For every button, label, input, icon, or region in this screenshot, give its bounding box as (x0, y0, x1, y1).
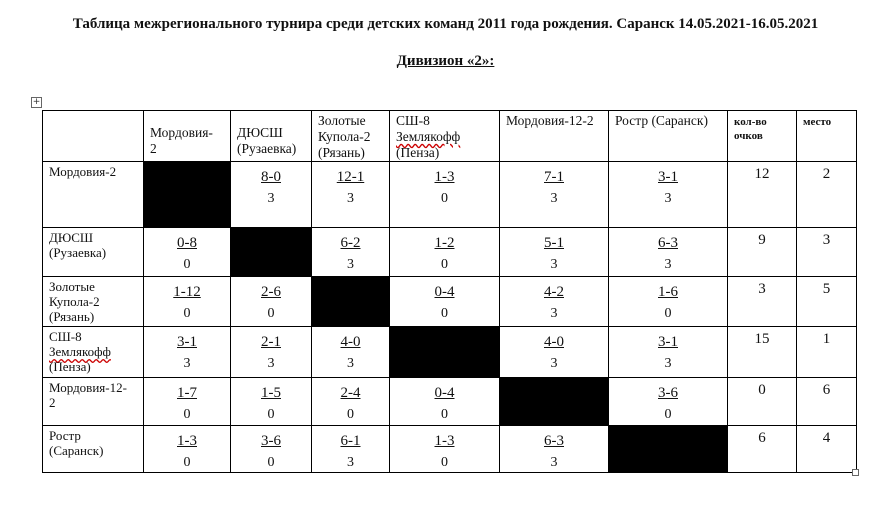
column-header-3 (312, 111, 390, 162)
match-result-cell (390, 162, 500, 228)
match-points: 3 (550, 257, 558, 272)
match-points: 0 (441, 306, 448, 321)
column-header-8 (797, 111, 857, 162)
match-points: 0 (441, 191, 448, 206)
match-result-cell (500, 277, 609, 327)
match-points: 3 (267, 191, 275, 206)
match-score: 3-1 (177, 334, 197, 350)
diagonal-black-cell (231, 228, 312, 277)
match-score: 1-3 (434, 169, 455, 185)
text-line: СШ-8 (49, 329, 82, 344)
text-line: (Саранск) (49, 443, 104, 458)
match-result-cell (390, 378, 500, 426)
match-score: 6-2 (340, 235, 361, 251)
match-score: 3-1 (658, 169, 678, 185)
match-points: 0 (267, 407, 275, 422)
match-score: 1-2 (434, 235, 455, 251)
match-points: 3 (347, 455, 354, 470)
header-line: Мордовия- (150, 125, 213, 140)
match-points: 0 (267, 306, 275, 321)
match-result-cell (144, 378, 231, 426)
text-line: Купола-2 (49, 294, 100, 309)
row-team-name (43, 327, 144, 378)
match-points: 0 (183, 257, 191, 272)
total-points: 15 (728, 327, 797, 378)
match-result-cell (231, 378, 312, 426)
column-header-2 (231, 111, 312, 162)
row-team-name (43, 228, 144, 277)
text-line: Мордовия-2 (49, 164, 117, 179)
header-line: место (803, 116, 832, 128)
match-score: 2-4 (340, 385, 361, 401)
header-line: Ростр (Саранск) (615, 113, 708, 128)
match-points: 3 (550, 191, 558, 206)
text-line: (Рязань) (49, 309, 95, 324)
match-result-cell (231, 277, 312, 327)
table-row (43, 327, 857, 378)
row-team-name (43, 162, 144, 228)
match-score: 4-2 (544, 284, 564, 300)
match-score: 1-3 (177, 433, 197, 449)
column-header-4 (390, 111, 500, 162)
match-points: 0 (441, 407, 448, 422)
match-result-cell (144, 277, 231, 327)
match-result-cell (609, 327, 728, 378)
text-line: 2 (49, 395, 56, 410)
match-score: 3-6 (658, 385, 678, 401)
match-result-cell (609, 228, 728, 277)
match-points: 0 (183, 407, 191, 422)
header-line: 2 (150, 141, 157, 156)
final-place: 5 (797, 277, 857, 327)
table-row (43, 426, 857, 473)
final-place: 6 (797, 378, 857, 426)
text-line: (Рузаевка) (49, 245, 107, 260)
match-score: 1-12 (173, 284, 201, 300)
column-header-7 (728, 111, 797, 162)
header-line: СШ-8 (396, 113, 430, 128)
match-result-cell (609, 378, 728, 426)
match-result-cell (609, 162, 728, 228)
header-line: Землякофф (396, 129, 461, 144)
match-points: 0 (267, 455, 275, 470)
match-result-cell (500, 327, 609, 378)
match-result-cell (390, 426, 500, 473)
match-result-cell (500, 426, 609, 473)
text-line: Золотые (49, 279, 95, 294)
match-score: 1-5 (261, 385, 281, 401)
match-result-cell (312, 228, 390, 277)
match-result-cell (312, 162, 390, 228)
total-points: 6 (728, 426, 797, 473)
match-points: 3 (664, 191, 672, 206)
total-points: 3 (728, 277, 797, 327)
table-row (43, 277, 857, 327)
diagonal-black-cell (312, 277, 390, 327)
match-result-cell (312, 378, 390, 426)
header-line: кол-во (734, 116, 767, 128)
text-line: (Пенза) (49, 359, 91, 374)
table-move-handle-icon[interactable]: + (32, 97, 41, 107)
match-score: 1-3 (434, 433, 455, 449)
match-score: 4-0 (340, 334, 361, 350)
match-result-cell (231, 327, 312, 378)
match-result-cell (500, 162, 609, 228)
table-resize-handle-icon[interactable] (852, 469, 859, 476)
final-place: 2 (797, 162, 857, 228)
match-result-cell (144, 426, 231, 473)
match-score: 3-6 (261, 433, 281, 449)
match-points: 0 (183, 306, 191, 321)
match-result-cell (609, 277, 728, 327)
diagonal-black-cell (609, 426, 728, 473)
match-result-cell (312, 426, 390, 473)
match-score: 3-1 (658, 334, 678, 350)
table-row (43, 378, 857, 426)
header-line: очков (734, 130, 763, 142)
match-points: 3 (347, 356, 354, 371)
column-header-1 (144, 111, 231, 162)
header-line: Золотые (318, 113, 366, 128)
header-line: (Рязань) (318, 145, 365, 160)
match-result-cell (500, 228, 609, 277)
match-points: 3 (347, 191, 354, 206)
match-score: 12-1 (336, 169, 365, 185)
diagonal-black-cell (390, 327, 500, 378)
match-score: 5-1 (544, 235, 564, 251)
match-score: 7-1 (544, 169, 564, 185)
division-heading (0, 53, 891, 70)
final-place: 1 (797, 327, 857, 378)
diagonal-black-cell (500, 378, 609, 426)
total-points: 0 (728, 378, 797, 426)
text-line: Ростр (49, 428, 81, 443)
standings-table (42, 110, 857, 473)
header-line: Мордовия-12-2 (506, 113, 594, 128)
match-score: 8-0 (261, 169, 281, 185)
match-result-cell (231, 162, 312, 228)
match-points: 3 (183, 356, 191, 371)
match-points: 0 (664, 407, 672, 422)
match-score: 6-3 (658, 235, 678, 251)
match-score: 0-4 (434, 385, 455, 401)
table-row (43, 162, 857, 228)
match-points: 3 (550, 306, 558, 321)
final-place: 4 (797, 426, 857, 473)
total-points: 9 (728, 228, 797, 277)
match-points: 0 (441, 257, 448, 272)
header-line: ДЮСШ (237, 125, 283, 140)
match-result-cell (312, 327, 390, 378)
final-place: 3 (797, 228, 857, 277)
match-points: 0 (664, 306, 672, 321)
match-result-cell (390, 277, 500, 327)
row-team-name (43, 378, 144, 426)
column-header-6 (609, 111, 728, 162)
header-line: Купола-2 (318, 129, 371, 144)
text-line: Мордовия-12- (49, 380, 127, 395)
table-header-row (43, 111, 857, 162)
match-result-cell (144, 327, 231, 378)
match-points: 3 (664, 356, 672, 371)
match-points: 3 (664, 257, 672, 272)
match-score: 1-6 (658, 284, 678, 300)
match-points: 3 (267, 356, 275, 371)
diagonal-black-cell (144, 162, 231, 228)
row-team-name (43, 277, 144, 327)
document-title: Таблица межрегионального турнира среди детских команд 2011 года рождения. Саранск 14.05.2021-16.05.2021 (72, 16, 819, 32)
column-header-5 (500, 111, 609, 162)
match-score: 2-6 (261, 284, 281, 300)
match-score: 2-1 (261, 334, 281, 350)
match-score: 4-0 (544, 334, 564, 350)
match-points: 0 (441, 455, 448, 470)
match-score: 6-1 (340, 433, 361, 449)
match-points: 3 (550, 455, 558, 470)
match-result-cell (231, 426, 312, 473)
match-points: 0 (183, 455, 191, 470)
text-line: Землякофф (49, 344, 111, 359)
row-team-name (43, 426, 144, 473)
total-points: 12 (728, 162, 797, 228)
match-score: 0-4 (434, 284, 455, 300)
match-points: 0 (347, 407, 354, 422)
corner-cell (43, 111, 144, 162)
match-result-cell (144, 228, 231, 277)
match-points: 3 (347, 257, 354, 272)
header-line: (Рузаевка) (237, 141, 297, 156)
division-heading-text: Дивизион «2»: (396, 53, 495, 69)
text-line: ДЮСШ (49, 230, 94, 245)
match-result-cell (390, 228, 500, 277)
match-score: 6-3 (544, 433, 564, 449)
header-line: (Пенза) (396, 145, 440, 160)
table-row (43, 228, 857, 277)
match-score: 1-7 (177, 385, 197, 401)
match-score: 0-8 (177, 235, 197, 251)
match-points: 3 (550, 356, 558, 371)
